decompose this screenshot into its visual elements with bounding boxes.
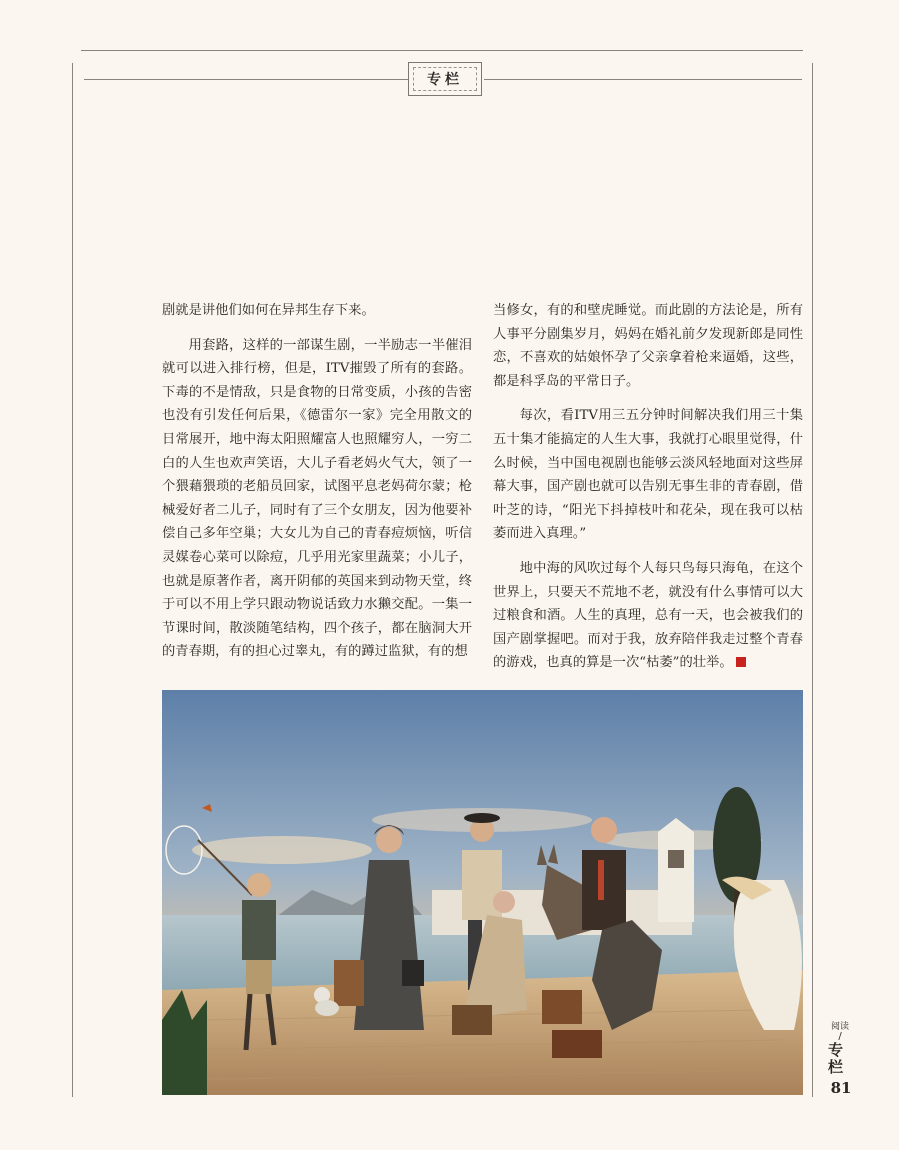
article-column-left: [162, 299, 472, 675]
header-rule-right: [484, 79, 802, 80]
side-label-big: 专栏: [828, 1041, 844, 1076]
paragraph: 当修女，有的和壁虎睡觉。而此剧的方法论是，所有人事平分剧集岁月，妈妈在婚礼前夕发现新郎是同性恋，不喜欢的姑娘怀孕了父亲拿着枪来逼婚，这些，都是科孚岛的平常日子。: [493, 303, 803, 389]
article-column-right: [493, 299, 803, 686]
paragraph: 每次，看ITV用三五分钟时间解决我们用三十集五十集才能搞定的人生大事，我就打心眼里觉得，什么时候，当中国电视剧也能够云淡风轻地面对这些屏幕大事，国产剧也就可以告别无事生非的青春剧，借叶芝的诗，“阳光下抖掉枝叶和花朵，现在我可以枯萎而进入真理。”: [493, 408, 803, 542]
section-tag: [408, 62, 482, 96]
side-label-slash: /: [838, 1031, 842, 1042]
end-mark-icon: [736, 657, 746, 667]
paragraph: 用套路，这样的一部谋生剧，一半励志一半催泪就可以进入排行榜，但是，ITV摧毁了所有的套路。下毒的不是情敌，只是食物的日常变质，小孩的告密也没有引发任何后果，《德雷尔一家》完全用散文的日常展开，地中海太阳照耀富人也照耀穷人，一穷二白的人生也欢声笑语，大儿子看老妈火气大，领了一个猥藉猥琐的老船员回家，试图平息老妈荷尔蒙；枪械爱好者二儿子，同时有了三个女朋友，因为他要补偿自己多年空巢；大女儿为自己的青春痘烦恼，听信灵媒卷心菜可以除痘，几乎用光家里蔬菜；小儿子，也就是原著作者，离开阴郁的英国来到动物天堂，终于可以不用上学只跟动物说话致力水獭交配。一集一节课时间，散淡随笔结构，四个孩子，都在脑洞大开的青春期，有的担心过睾丸，有的蹲过监狱，有的想: [162, 337, 472, 660]
paragraph: 剧就是讲他们如何在异邦生存下来。: [162, 303, 375, 318]
left-margin-rule: [72, 63, 73, 1097]
paragraph-text: 地中海的风吹过每个人每只鸟每只海龟，在这个世界上，只要天不荒地不老，就没有什么事情可以大过粮食和酒。人生的真理，总有一天，也会被我们的国产剧掌握吧。而对于我，放弃陪伴我走过整个青春的游戏，也真的算是一次“枯萎”的壮举。: [493, 560, 803, 671]
article-photo: [162, 690, 803, 1095]
header-rule-left: [84, 79, 408, 80]
side-label-small: 阅读: [830, 1022, 849, 1032]
section-tag-label: 专栏: [413, 67, 477, 91]
right-margin-rule: [812, 63, 813, 1097]
top-rule: [81, 50, 803, 51]
page-number: 81: [830, 1079, 852, 1097]
paragraph-last: [493, 557, 803, 675]
section-side-label: [828, 1022, 852, 1076]
